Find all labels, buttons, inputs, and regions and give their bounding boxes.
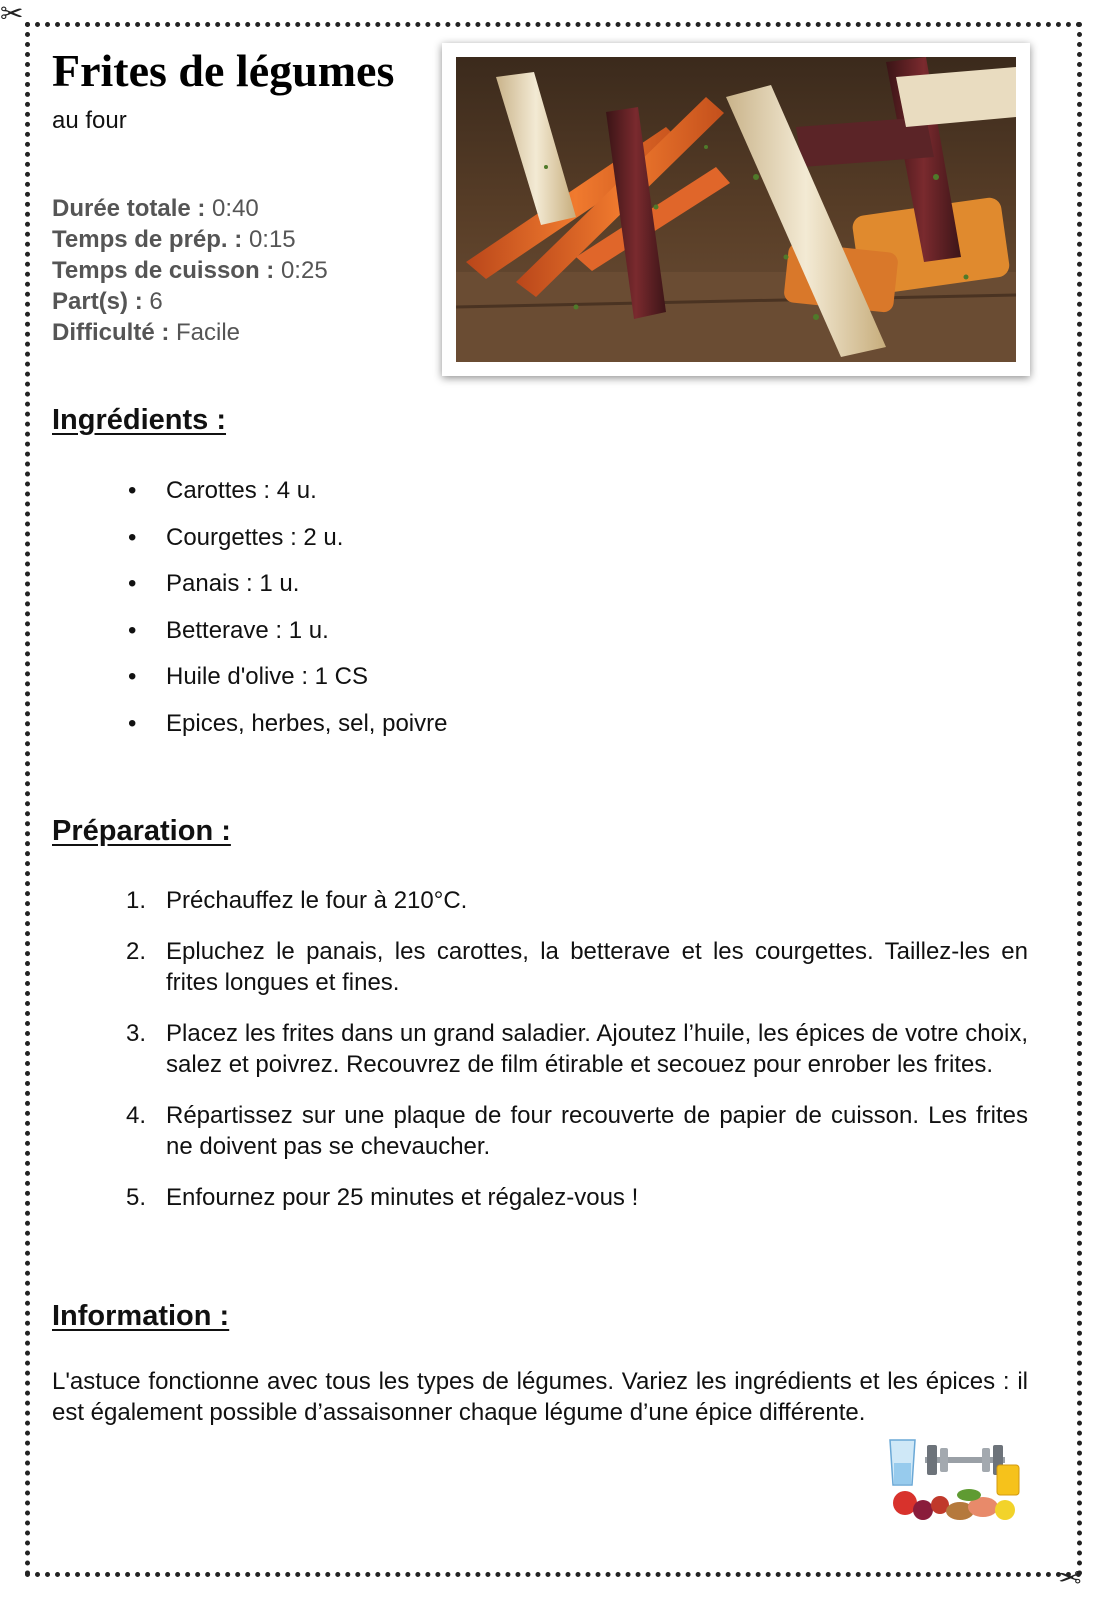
ingredients-list [128,476,447,755]
list-item: 1. Préchauffez le four à 210°C. [126,887,468,914]
meta-servings: Part(s) : 6 [52,288,163,315]
scissors-icon: ✂ [1058,1561,1082,1592]
list-item: • Huile d'olive : 1 CS [128,663,369,690]
list-item: 5. Enfournez pour 25 minutes et régalez-vous ! [126,1184,639,1211]
information-heading: Information : [52,1300,230,1332]
bullet-icon: • [128,523,137,551]
recipe-photo [442,43,1030,376]
list-item: • Epices, herbes, sel, poivre [128,709,448,737]
step-number: 3. [126,1020,147,1047]
meta-total-time: Durée totale : 0:40 [52,195,259,222]
scissors-icon: ✂ [0,0,24,29]
recipe-title: Frites de légumes [52,45,395,96]
step-number: 4. [126,1102,147,1129]
information-text: L'astuce fonctionne avec tous les types de légumes. Variez les ingrédients et les épices : il est également possible d’assaisonner chaque légume d’une épice différente. [52,1368,1028,1426]
ingredients-heading: Ingrédients : [52,404,227,436]
list-item: • Courgettes : 2 u. [128,523,344,551]
list-item: • Carottes : 4 u. [128,477,317,504]
step-number: 5. [126,1184,147,1211]
step-number: 2. [126,938,147,965]
step-number: 1. [126,887,147,914]
list-item: • Betterave : 1 u. [128,616,329,644]
meta-cook-time: Temps de cuisson : 0:25 [52,257,328,284]
bullet-icon: • [128,570,137,597]
list-item: 3. Placez les frites dans un grand saladier. Ajoutez l’huile, les épices de votre choix, salez et poivrez. Recouvrez de film étirable et secouez pour enrober les frites. [126,1020,1028,1078]
bullet-icon: • [128,616,137,644]
meta-difficulty: Difficulté : Facile [52,319,241,346]
bullet-icon: • [128,709,137,737]
bullet-icon: • [128,477,137,504]
recipe-subtitle: au four [52,107,127,134]
list-item: 4. Répartissez sur une plaque de four recouverte de papier de cuisson. Les frites ne doivent pas se chevaucher. [126,1102,1028,1160]
list-item: 2. Epluchez le panais, les carottes, la betterave et les courgettes. Taillez-les en frites longues et fines. [126,938,1028,996]
vegetable-fries-image [456,57,1016,362]
list-item: • Panais : 1 u. [128,570,300,597]
preparation-heading: Préparation : [52,815,231,847]
bullet-icon: • [128,663,137,690]
health-fitness-logo [885,1435,1030,1525]
preparation-steps [126,885,1028,1233]
recipe-meta [52,193,328,348]
meta-prep-time: Temps de prép. : 0:15 [52,226,296,253]
